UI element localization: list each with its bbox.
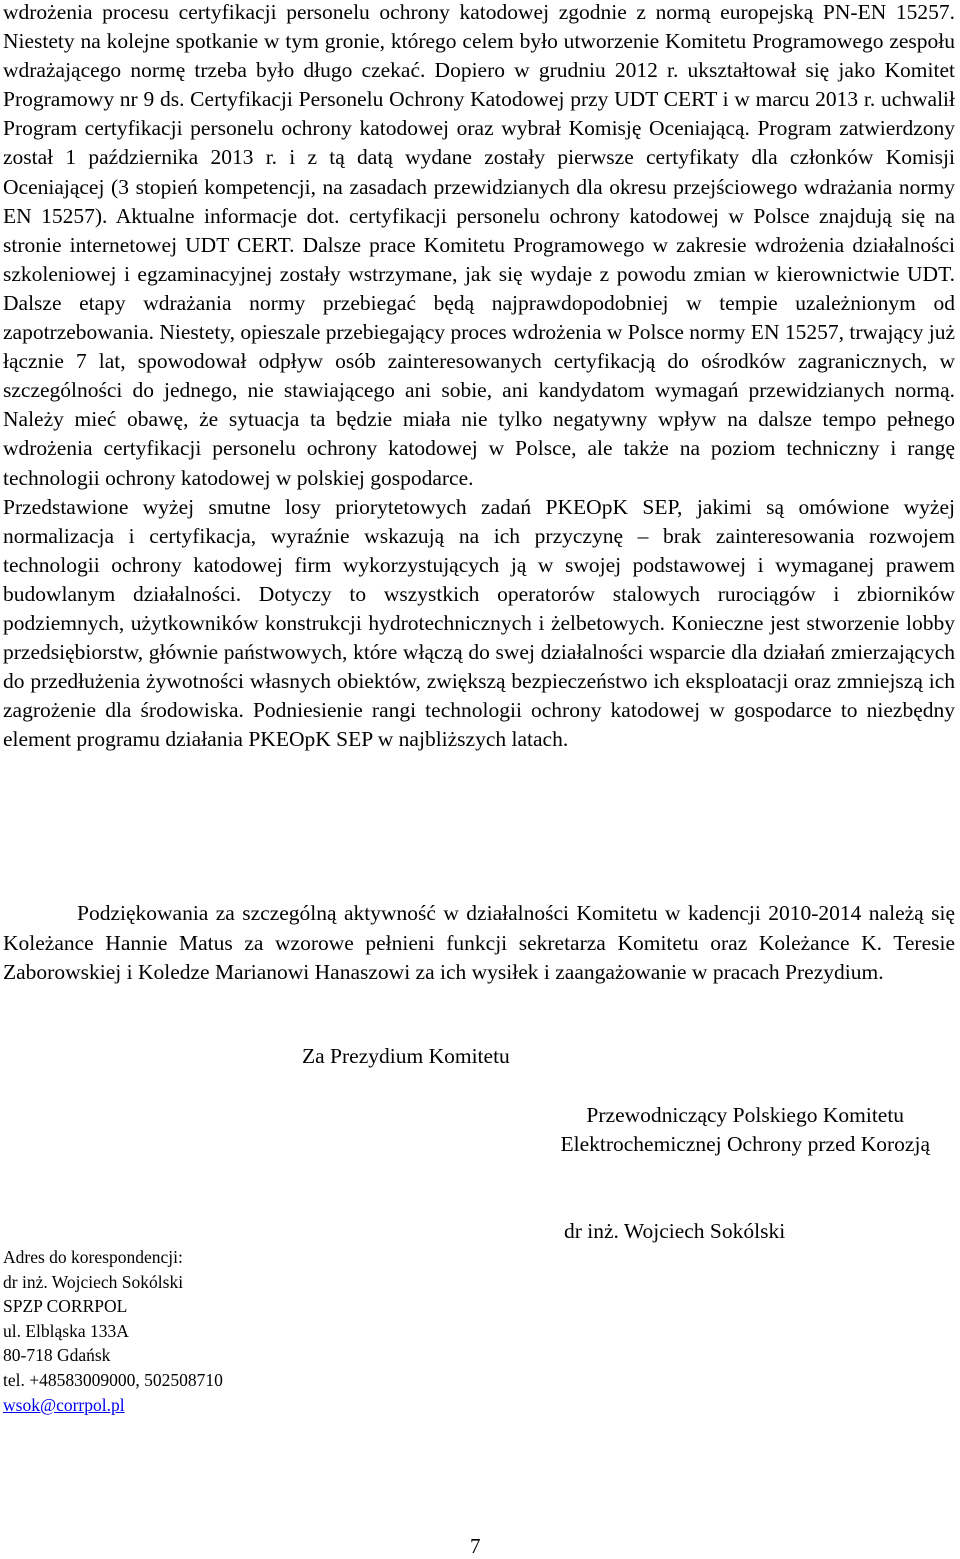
address-name: dr inż. Wojciech Sokólski <box>3 1271 184 1292</box>
chair-title <box>560 1101 930 1159</box>
paragraph-summary: Przedstawione wyżej smutne losy priorytetowych zadań PKEOpK SEP, jakimi są omówione wyżej normalizacja i certyfikacja, wyraźnie wskazują na ich przyczynę – brak zainteresowania rozwojem technologii ochrony katodowej firm wykorzystujących ją w swojej podstawowej i wymaganej prawem budowlanym działalności. Dotyczy to wszystkich operatorów stalowych rurociągów i zbiorników podziemnych, użytkowników konstrukcji hydrotechnicznych i żelbetowych. Konieczne jest stworzenie lobby przedsiębiorstw, głównie państwowych, które włączą do swej działalności wsparcie dla działań zmierzających do przedłużenia żywotności własnych obiektów, zwiększą bezpieczeństwo ich eksploatacji oraz zmniejszą ich zagrożenie dla środowiska. Podniesienie rangi technologii ochrony katodowej w gospodarce to niezbędny element programu działania PKEOpK SEP w najbliższych latach. <box>3 494 955 752</box>
page-number: 7 <box>470 1534 481 1558</box>
chair-title-line-2: Elektrochemicznej Ochrony przed Korozją <box>560 1132 930 1156</box>
address-heading: Adres do korespondencji: <box>3 1247 183 1267</box>
closing-line: Za Prezydium Komitetu <box>302 1044 510 1068</box>
address-phone: tel. +48583009000, 502508710 <box>3 1369 223 1390</box>
address-company: SPZP CORRPOL <box>3 1296 128 1317</box>
correspondence-address <box>3 1245 223 1417</box>
address-street: ul. Elbląska 133A <box>3 1320 129 1341</box>
paragraph-certification: wdrożenia procesu certyfikacji personelu ochrony katodowej zgodnie z normą europejską PN-EN 15257. Niestety na kolejne spotkanie w tym gronie, którego celem było utworzenie Komitetu Programowego zespołu wdrażającego normę trzeba było długo czekać. Dopiero w grudniu 2012 r. ukształtował się jako Komitet Programowy nr 9 ds. Certyfikacji Personelu Ochrony Katodowej przy UDT CERT i w marcu 2013 r. uchwalił Program certyfikacji personelu ochrony katodowej oraz wybrał Komisję Oceniającą. Program zatwierdzony został 1 października 2013 r. i z tą datą wydane zostały pierwsze certyfikaty dla członków Komisji Oceniającej (3 stopień kompetencji, na zasadach przewidzianych dla okresu przejściowego wdrażania normy EN 15257). Aktualne informacje dot. certyfikacji personelu ochrony katodowej w Polsce znajdują się na stronie internetowej UDT CERT. Dalsze prace Komitetu Programowego w zakresie wdrożenia działalności szkoleniowej i egzaminacyjnej zostały wstrzymane, jak się wydaje z powodu zmian w kierownictwie UDT. Dalsze etapy wdrażania normy przebiegać będą najprawdopodobniej w tempie uzależnionym od zapotrzebowania. Niestety, opieszale przebiegający proces wdrożenia w Polsce normy EN 15257, trwający już łącznie 7 lat, spowodował odpływ osób zainteresowanych certyfikacją do ośrodków zagranicznych, w szczególności do jednego, nie stawiającego ani sobie, ani kandydatom wymagań przewidzianych normą. Należy mieć obawę, że sytuacja ta będzie miała nie tylko negatywny wpływ na dalsze tempo pełnego wdrożenia certyfikacji personelu ochrony katodowej w Polsce, ale także na poziom techniczny i rangę technologii ochrony katodowej w polskiej gospodarce. <box>3 0 955 490</box>
acknowledgements-paragraph: Podziękowania za szczególną aktywność w działalności Komitetu w kadencji 2010-2014 należą się Koleżance Hannie Matus za wzorowe pełnieni funkcji sekretarza Komitetu oraz Koleżance K. Teresie Zaborowskiej i Koledze Marianowi Hanaszowi za ich wysiłek i zaangażowanie w pracach Prezydium. <box>3 901 955 984</box>
email-link[interactable]: wsok@corrpol.pl <box>3 1394 125 1415</box>
chair-title-line-1: Przewodniczący Polskiego Komitetu <box>586 1103 905 1127</box>
address-city: 80-718 Gdańsk <box>3 1345 111 1366</box>
body-text <box>3 0 955 754</box>
signature-name: dr inż. Wojciech Sokólski <box>564 1219 786 1243</box>
